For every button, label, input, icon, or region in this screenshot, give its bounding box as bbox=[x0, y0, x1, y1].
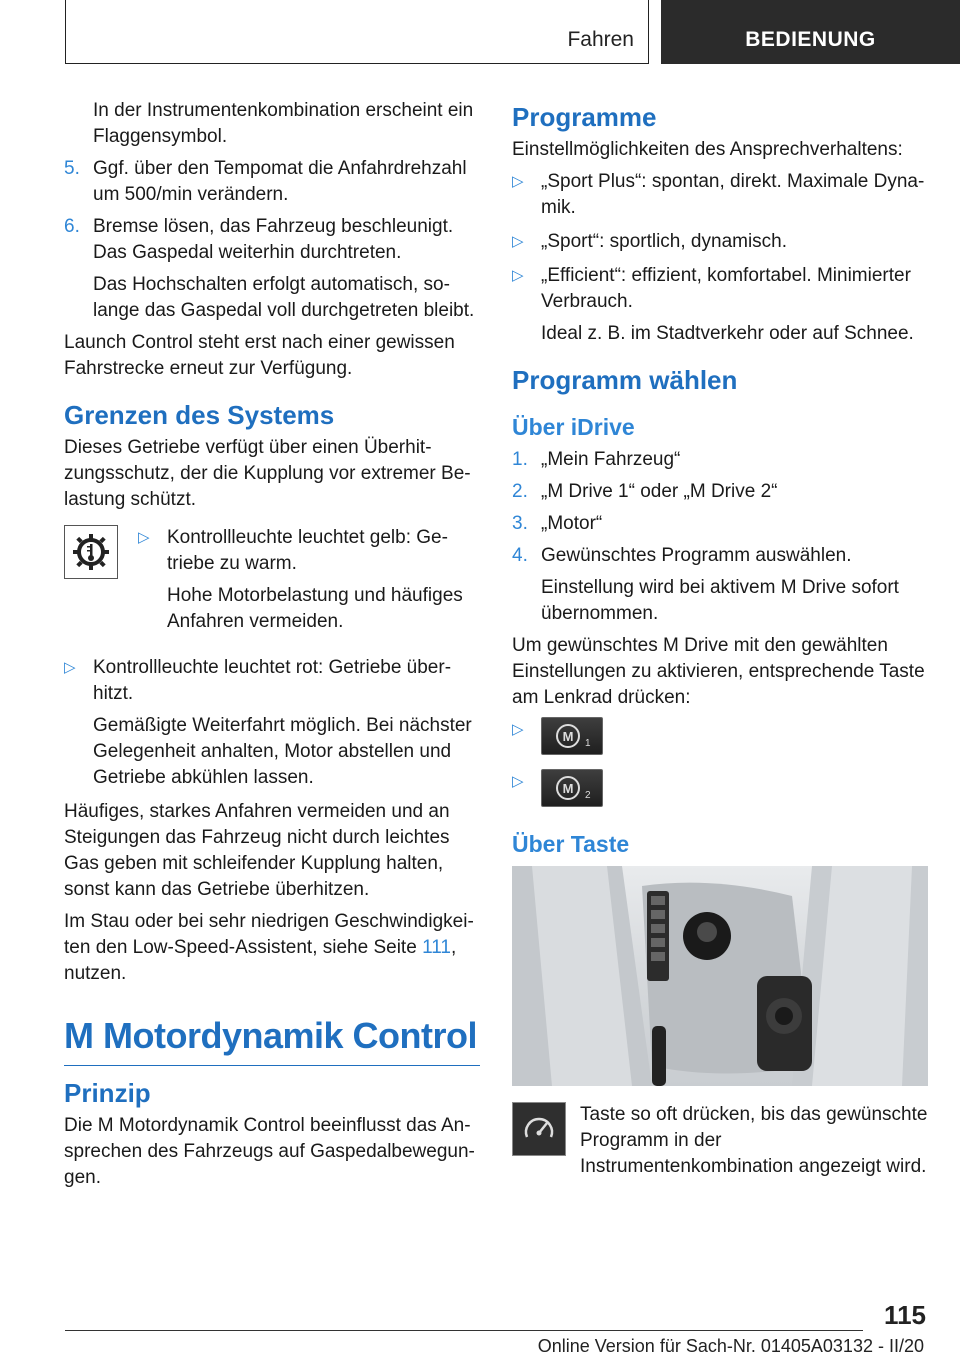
triangle-bullet-icon: ▷ bbox=[138, 529, 150, 546]
programme-subtext: Ideal z. B. im Stadtverkehr oder auf Schnee. bbox=[541, 323, 914, 344]
list-item bbox=[64, 156, 480, 208]
programme-heading: Programme bbox=[512, 102, 657, 132]
step-text: „Motor“ bbox=[541, 513, 603, 534]
list-item bbox=[64, 655, 480, 791]
footer-divider bbox=[65, 1330, 863, 1331]
m1-button-icon bbox=[541, 717, 603, 755]
list-item bbox=[512, 447, 928, 473]
chapter-title: Fahren bbox=[567, 28, 634, 51]
step-number: 5. bbox=[64, 158, 80, 179]
taste-row bbox=[512, 1102, 928, 1186]
m1-button-label: 1 bbox=[585, 738, 591, 749]
mdrive-paragraph: Um gewünschtes M Drive mit den gewählten Einstellungen zu aktivieren, entsprechende Taste am Lenkrad drücken: bbox=[512, 635, 925, 708]
list-item bbox=[138, 525, 480, 635]
list-item bbox=[64, 214, 480, 324]
list-item bbox=[512, 511, 928, 537]
step-number: 4. bbox=[512, 545, 528, 566]
main-heading: M Motordynamik Control bbox=[64, 1015, 480, 1066]
section-title: BEDIENUNG bbox=[745, 28, 876, 51]
launch-steps-list bbox=[64, 156, 480, 324]
warning-red-text: Kontrollleuchte leuchtet rot: Getriebe über-hitzt. bbox=[93, 657, 452, 704]
step-4-continuation: In der Instrumentenkombination erscheint ein Flaggensymbol. bbox=[93, 100, 474, 147]
yellow-warning-list bbox=[138, 525, 480, 643]
triangle-bullet-icon: ▷ bbox=[512, 173, 524, 190]
driving-mode-icon bbox=[512, 1102, 566, 1156]
step-text: „Mein Fahrzeug“ bbox=[541, 449, 681, 470]
triangle-bullet-icon: ▷ bbox=[512, 773, 524, 790]
step-number: 3. bbox=[512, 513, 528, 534]
stau-text: Im Stau oder bei sehr niedrigen Geschwindigkei-ten den Low-Speed-Assistent, siehe Seite bbox=[64, 911, 474, 958]
left-column bbox=[64, 98, 480, 1197]
list-item bbox=[512, 263, 928, 347]
transmission-temperature-icon bbox=[64, 525, 118, 579]
list-item bbox=[512, 717, 928, 761]
programme-intro: Einstellmöglichkeiten des Ansprechverhaltens: bbox=[512, 139, 903, 160]
red-warning-list bbox=[64, 655, 480, 791]
page-number: 115 bbox=[884, 1300, 926, 1330]
footer-version: Online Version für Sach-Nr. 01405A03132 - II/20 bbox=[537, 1336, 924, 1356]
triangle-bullet-icon: ▷ bbox=[512, 233, 524, 250]
prinzip-text: Die M Motordynamik Control beeinflusst das An-sprechen des Fahrzeugs auf Gaspedalbewegun-gen. bbox=[64, 1115, 475, 1188]
step-text: Ggf. über den Tempomat die Anfahrdrehzahl um 500/min verändern. bbox=[93, 158, 467, 205]
step-subtext: Das Hochschalten erfolgt automatisch, so-lange das Gaspedal voll durchgetreten bleibt. bbox=[93, 274, 475, 321]
step-text: Bremse lösen, das Fahrzeug beschleunigt. Das Gaspedal weiterhin durchtreten. bbox=[93, 216, 454, 263]
list-item bbox=[512, 479, 928, 505]
programme-list bbox=[512, 169, 928, 347]
warning-yellow-subtext: Hohe Motorbelastung und häufiges Anfahren vermeiden. bbox=[167, 585, 463, 632]
triangle-bullet-icon: ▷ bbox=[64, 659, 76, 676]
step-number: 6. bbox=[64, 216, 80, 237]
warning-red-subtext: Gemäßigte Weiterfahrt möglich. Bei nächster Gelegenheit anhalten, Motor abstellen und Getriebe abkühlen lassen. bbox=[93, 715, 472, 788]
section-tab bbox=[661, 0, 960, 64]
step-text: „M Drive 1“ oder „M Drive 2“ bbox=[541, 481, 778, 502]
programme-text: „Sport Plus“: spontan, direkt. Maximale Dyna-mik. bbox=[541, 171, 925, 218]
list-item bbox=[512, 169, 928, 221]
anfahren-paragraph: Häufiges, starkes Anfahren vermeiden und an Steigungen das Fahrzeug nicht durch leichtes Gas geben mit schleifender Kupplung halten, sonst kann das Getriebe überhitzen. bbox=[64, 801, 450, 900]
choose-heading: Programm wählen bbox=[512, 365, 738, 395]
mdrive-buttons-list bbox=[512, 717, 928, 813]
m2-button-label: 2 bbox=[585, 790, 591, 801]
limits-heading: Grenzen des Systems bbox=[64, 400, 335, 430]
step-subtext: Einstellung wird bei aktivem M Drive sofort übernommen. bbox=[541, 577, 899, 624]
list-item bbox=[512, 769, 928, 813]
m2-button-icon bbox=[541, 769, 603, 807]
list-item bbox=[512, 543, 928, 627]
taste-heading: Über Taste bbox=[512, 831, 630, 857]
launch-note: Launch Control steht erst nach einer gewissen Fahrstrecke erneut zur Verfügung. bbox=[64, 332, 455, 379]
list-item bbox=[512, 229, 928, 255]
chapter-tab bbox=[65, 0, 649, 64]
page-link[interactable]: 111 bbox=[422, 937, 451, 958]
limits-text: Dieses Getriebe verfügt über einen Überhit-zungsschutz, der die Kupplung vor extremer Be-lastung schützt. bbox=[64, 437, 471, 510]
stau-text-end: , nutzen. bbox=[64, 937, 457, 984]
triangle-bullet-icon: ▷ bbox=[512, 721, 524, 738]
step-number: 1. bbox=[512, 449, 528, 470]
warning-yellow-text: Kontrollleuchte leuchtet gelb: Ge-triebe zu warm. bbox=[167, 527, 448, 574]
stau-paragraph bbox=[64, 909, 480, 987]
step-text: Gewünschtes Programm auswählen. bbox=[541, 545, 852, 566]
center-console-photo bbox=[512, 866, 928, 1086]
triangle-bullet-icon: ▷ bbox=[512, 267, 524, 284]
idrive-heading: Über iDrive bbox=[512, 414, 635, 440]
svg-text:M: M bbox=[562, 729, 574, 744]
programme-text: „Sport“: sportlich, dynamisch. bbox=[541, 231, 788, 252]
right-column bbox=[512, 98, 928, 1186]
taste-text: Taste so oft drücken, bis das gewünschte Programm in der Instrumentenkombination angezeigt wird. bbox=[580, 1104, 928, 1177]
idrive-steps-list bbox=[512, 447, 928, 627]
programme-text: „Efficient“: effizient, komfortabel. Minimierter Verbrauch. bbox=[541, 265, 911, 312]
svg-text:M: M bbox=[562, 781, 574, 796]
step-number: 2. bbox=[512, 481, 528, 502]
prinzip-heading: Prinzip bbox=[64, 1078, 151, 1108]
warning-block bbox=[64, 525, 480, 649]
